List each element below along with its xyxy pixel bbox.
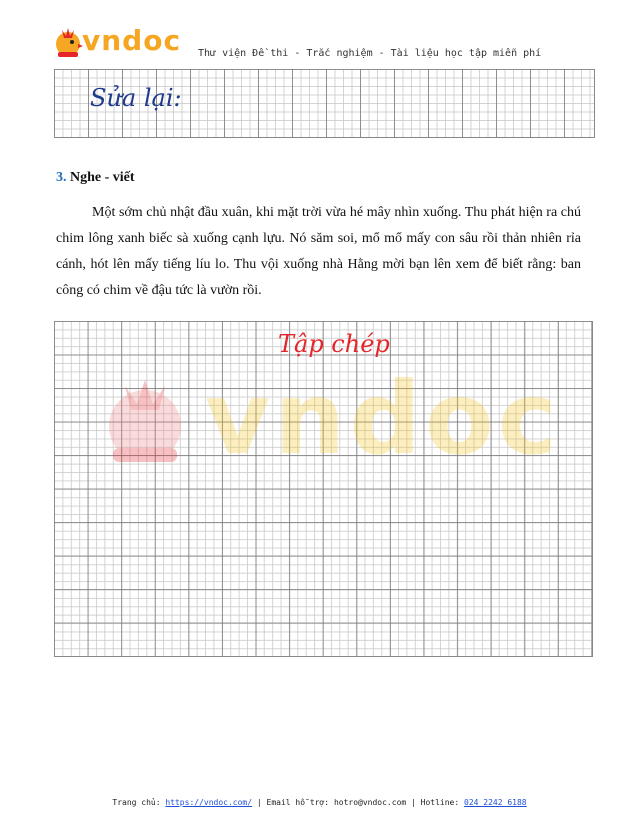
footer-hotline-label: | Hotline: [406,798,464,807]
header-tagline: Thư viện Đề thi - Trắc nghiệm - Tài liệu học tập miễn phí [198,48,542,59]
vndoc-logo[interactable] [52,24,182,60]
page-header [52,24,592,64]
footer-home-link[interactable]: https://vndoc.com/ [165,798,253,807]
watermark-rooster-icon [95,368,195,468]
logo-text: vndoc [82,24,182,57]
footer-email-label: | Email hỗ trợ: [252,798,334,807]
page-footer [0,798,639,807]
footer-email[interactable]: hotro@vndoc.com [333,798,407,807]
footer-home-label: Trang chủ: [112,798,166,807]
fix-label: Sửa lại: [90,84,182,112]
exercise-number: 3. [56,170,67,185]
exercise-heading [56,170,135,186]
vndoc-watermark [95,360,561,478]
copy-label: Tập chép [278,330,390,358]
dictation-passage: Một sớm chủ nhật đầu xuân, khi mặt trời vừa hé mây nhìn xuống. Thu phát hiện ra chú chim lông xanh biếc sà xuống cạnh lựu. Nó săm soi, mổ mổ mấy con sâu rồi thản nhiên rỉa cánh, hót lên mấy tiếng líu lo. Thu vội xuống nhà Hằng mời bạn lên xem để biết rằng: ban công có chim về đậu tức là vườn rồi. [56,205,581,298]
watermark-text: vndoc [205,360,561,477]
exercise-title: Nghe - viết [70,170,135,185]
rooster-icon [52,24,84,60]
footer-hotline[interactable]: 024 2242 6188 [464,798,527,807]
